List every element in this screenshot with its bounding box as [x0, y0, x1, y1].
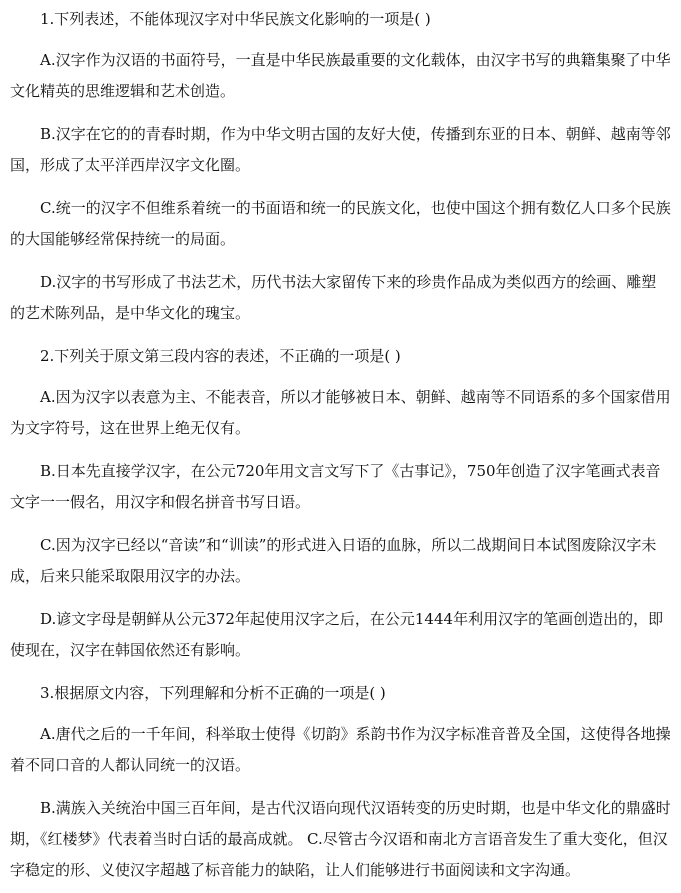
question-1-option-d: D.汉字的书写形成了书法艺术，历代书法大家留传下来的珍贵作品成为类似西方的绘画、雕塑的艺术陈列品，是中华文化的瑰宝。	[10, 273, 657, 322]
question-3-stem: 3.根据原文内容，下列理解和分析不正确的一项是( )	[40, 684, 386, 702]
question-2-option-d: D.谚文字母是朝鲜从公元372年起使用汉字之后，在公元1444年利用汉字的笔画创造出的，即使现在，汉字在韩国依然还有影响。	[10, 610, 664, 659]
question-2-option-a: A.因为汉字以表意为主、不能表音，所以才能够被日本、朝鲜、越南等不同语系的多个国家借用为文字符号，这在世界上绝无仅有。	[10, 388, 671, 437]
question-1-stem: 1.下列表述，不能体现汉字对中华民族文化影响的一项是( )	[40, 10, 431, 28]
question-1-option-c: C.统一的汉字不但维系着统一的书面语和统一的民族文化，也使中国这个拥有数亿人口多个民族的大国能够经常保持统一的局面。	[10, 199, 671, 248]
question-3-option-c: C.尽管古今汉语和南北方言语音发生了重大变化，但汉字稳定的形、义使汉字超越了标音能力的缺陷，让人们能够进行书面阅读和文字沟通。	[10, 830, 668, 879]
question-1-option-b: B.汉字在它的的青春时期，作为中华文明古国的友好大使，传播到东亚的日本、朝鲜、越南等邻国，形成了太平洋西岸汉字文化圈。	[10, 125, 671, 174]
question-3-option-b-c	[10, 793, 671, 886]
question-3-option-b: B.满族入关统治中国三百年间，是古代汉语向现代汉语转变的历史时期，也是中华文化的鼎盛时期，《红楼梦》代表着当时白话的最高成就。	[10, 799, 671, 848]
question-1-option-a: A.汉字作为汉语的书面符号，一直是中华民族最重要的文化载体，由汉字书写的典籍集聚了中华文化精英的思维逻辑和艺术创造。	[10, 51, 671, 100]
question-2-option-b: B.日本先直接学汉字，在公元720年用文言文写下了《古事记》，750年创造了汉字笔画式表音文字一一假名，用汉字和假名拼音书写日语。	[10, 462, 661, 511]
question-2-stem: 2.下列关于原文第三段内容的表述，不正确的一项是( )	[40, 347, 401, 365]
question-2-option-c: C.因为汉字已经以“音读”和“训读”的形式进入日语的血脉，所以二战期间日本试图废除汉字未成，后来只能采取限用汉字的办法。	[10, 536, 657, 585]
question-3-option-a: A.唐代之后的一千年间，科举取士使得《切韵》系韵书作为汉字标准音普及全国，这使得各地操着不同口音的人都认同统一的汉语。	[10, 725, 671, 774]
